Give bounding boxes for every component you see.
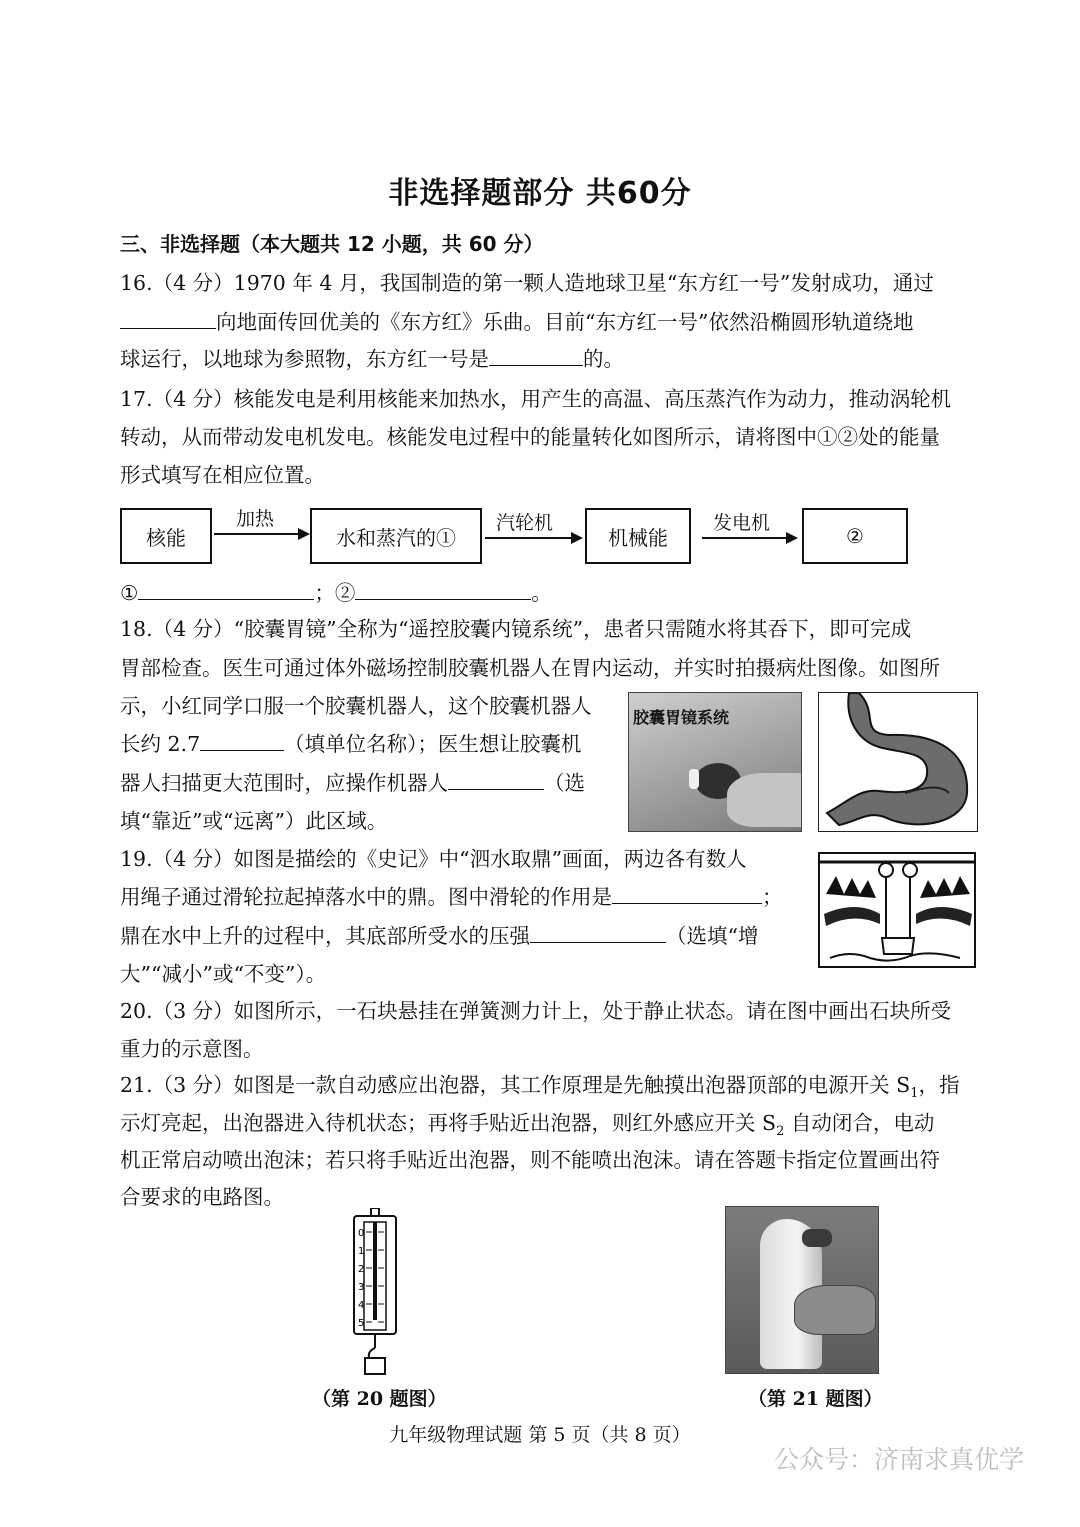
q17-line2: 转动，从而带动发电机发电。核能发电过程中的能量转化如图所示，请将图中①②处的能量 bbox=[120, 425, 940, 449]
q21-s1-subscript: 1 bbox=[910, 1086, 919, 1102]
q16-line3-text: 球运行，以地球为参照物，东方红一号是 bbox=[120, 347, 489, 371]
capsule-pill bbox=[689, 769, 699, 789]
ding-lifting-figure bbox=[818, 852, 976, 968]
capsule-photo bbox=[628, 692, 802, 832]
q19-line2-text: 用绳子通过滑轮拉起掉落水中的鼎。图中滑轮的作用是 bbox=[120, 885, 612, 909]
flow-box-blank-2: ② bbox=[802, 508, 908, 564]
q21-line2-end: 自动闭合，电动 bbox=[784, 1111, 935, 1135]
q20-line1: 20.（3 分）如图所示，一石块悬挂在弹簧测力计上，处于静止状态。请在图中画出石块所受 bbox=[120, 999, 952, 1023]
q21-line4: 合要求的电路图。 bbox=[120, 1185, 284, 1209]
spring-scale-figure bbox=[340, 1208, 410, 1378]
q19-line2-end: ； bbox=[762, 885, 783, 909]
q18-blank1[interactable] bbox=[200, 732, 284, 751]
q17-ans-b-label: ；② bbox=[314, 581, 356, 605]
q16-line2-text: 向地面传回优美的《东方红》乐曲。目前“东方红一号”依然沿椭圆形轨道绕地 bbox=[216, 310, 914, 334]
hand-shape bbox=[727, 773, 802, 827]
q19-line4: 大”“减小”或“不变”）。 bbox=[120, 962, 327, 986]
flow-arrow-2 bbox=[483, 526, 587, 550]
stomach-drawing bbox=[819, 693, 977, 831]
q17-blank2[interactable] bbox=[355, 581, 531, 600]
q18-line3: 示，小红同学口服一个胶囊机器人，这个胶囊机器人 bbox=[120, 694, 592, 718]
q18-line6: 填“靠近”或“远离”）此区域。 bbox=[120, 809, 388, 833]
q16-blank2[interactable] bbox=[489, 347, 583, 366]
fig20-caption: （第 20 题图） bbox=[312, 1388, 447, 1410]
q19-line3 bbox=[120, 923, 758, 949]
q21-line2-text: 示灯亮起，出泡器进入待机状态；再将手贴近出泡器，则红外感应开关 S bbox=[120, 1111, 777, 1135]
q19-line2 bbox=[120, 884, 783, 910]
q19-line3-end: （选填“增 bbox=[666, 924, 759, 948]
q17-ans-a-label: ① bbox=[120, 581, 139, 605]
flow-arrow-3 bbox=[700, 526, 802, 550]
fig21-caption: （第 21 题图） bbox=[748, 1388, 883, 1410]
q17-blank1[interactable] bbox=[138, 581, 314, 600]
q19-blank2[interactable] bbox=[530, 924, 666, 943]
page-footer: 九年级物理试题 第 5 页（共 8 页） bbox=[389, 1424, 691, 1446]
flow-box-nuclear: 核能 bbox=[120, 508, 212, 564]
q18-blank2[interactable] bbox=[448, 771, 544, 790]
flow-arrow2-label: 汽轮机 bbox=[496, 512, 554, 534]
q21-line1-text: 21.（3 分）如图是一款自动感应出泡器，其工作原理是先触摸出泡器顶部的电源开关 S bbox=[120, 1073, 911, 1097]
foam-dispenser-photo bbox=[725, 1206, 879, 1374]
flow-box-mechanical: 机械能 bbox=[585, 508, 691, 564]
hand-under-dispenser bbox=[794, 1285, 876, 1335]
q17-line1: 17.（4 分）核能发电是利用核能来加热水，用产生的高温、高压蒸汽作为动力，推动涡轮机 bbox=[120, 387, 952, 411]
q18-line4 bbox=[120, 731, 581, 757]
q16-line1: 16.（4 分）1970 年 4 月，我国制造的第一颗人造地球卫星“东方红一号”发射成功，通过 bbox=[120, 271, 934, 295]
capsule-photo-label: 胶囊胃镜系统 bbox=[633, 708, 730, 727]
page-title: 非选择题部分 共60分 bbox=[388, 176, 692, 211]
flow-arrow1-label: 加热 bbox=[236, 508, 275, 530]
scale-tick-label: 0 bbox=[358, 1228, 365, 1239]
q20-line2: 重力的示意图。 bbox=[120, 1037, 264, 1061]
q19-line1: 19.（4 分）如图是描绘的《史记》中“泗水取鼎”画面，两边各有数人 bbox=[120, 847, 747, 871]
scale-tick-label: 5 bbox=[358, 1318, 365, 1329]
flow-box-water-steam: 水和蒸汽的① bbox=[310, 508, 482, 564]
flow-arrow3-label: 发电机 bbox=[713, 512, 771, 534]
dispenser-nozzle bbox=[802, 1229, 832, 1247]
scale-tick-label: 3 bbox=[358, 1282, 365, 1293]
watermark: 公众号：济南求真优学 bbox=[773, 1445, 1024, 1474]
ding-lifting-drawing bbox=[820, 854, 974, 966]
q18-line5-end: （选 bbox=[544, 771, 585, 795]
q21-line1-end: ，指 bbox=[918, 1073, 960, 1097]
scale-tick-label: 4 bbox=[358, 1300, 365, 1311]
q18-line5 bbox=[120, 770, 585, 796]
stomach-photo bbox=[818, 692, 978, 832]
q18-line1: 18.（4 分）“胶囊胃镜”全称为“遥控胶囊内镜系统”，患者只需随水将其吞下，即可完成 bbox=[120, 617, 912, 641]
q18-line2: 胃部检查。医生可通过体外磁场控制胶囊机器人在胃内运动，并实时拍摄病灶图像。如图所 bbox=[120, 656, 940, 680]
q16-line3-end: 的。 bbox=[583, 347, 624, 371]
q18-line4-end: （填单位名称）；医生想让胶囊机 bbox=[284, 732, 582, 756]
q17-answer-line bbox=[120, 580, 552, 606]
q21-line2 bbox=[120, 1110, 934, 1145]
q18-line5-text: 器人扫描更大范围时，应操作机器人 bbox=[120, 771, 448, 795]
flow-arrow-1 bbox=[212, 522, 312, 546]
scale-tick-label: 1 bbox=[358, 1246, 365, 1257]
q18-line4-text: 长约 2.7 bbox=[120, 732, 201, 756]
q17-line3: 形式填写在相应位置。 bbox=[120, 463, 325, 487]
q16-line2 bbox=[120, 309, 913, 335]
scale-tick-label: 2 bbox=[358, 1264, 365, 1275]
q16-line3 bbox=[120, 346, 624, 372]
q19-line3-text: 鼎在水中上升的过程中，其底部所受水的压强 bbox=[120, 924, 530, 948]
q21-s2-subscript: 2 bbox=[776, 1124, 785, 1140]
q19-blank1[interactable] bbox=[612, 885, 762, 904]
section-heading: 三、非选择题（本大题共 12 小题，共 60 分） bbox=[120, 232, 544, 256]
q17-ans-end: 。 bbox=[531, 581, 552, 605]
q21-line3: 机正常启动喷出泡沫；若只将手贴近出泡器，则不能喷出泡沫。请在答题卡指定位置画出符 bbox=[120, 1148, 940, 1172]
q21-line1 bbox=[120, 1072, 960, 1107]
q16-blank1[interactable] bbox=[120, 310, 216, 329]
